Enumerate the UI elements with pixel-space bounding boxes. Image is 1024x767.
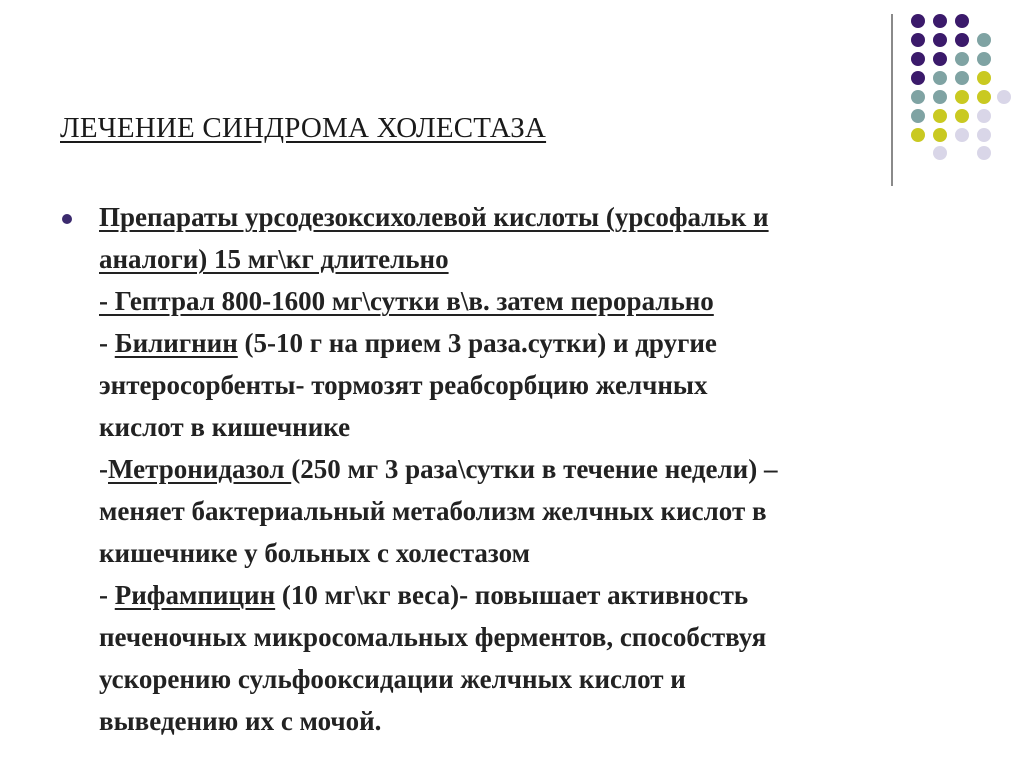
line-7-prefix: - bbox=[99, 454, 108, 484]
drug-biliginin: Билигнин bbox=[114, 328, 238, 358]
line-4-prefix: - bbox=[99, 328, 115, 358]
decorative-dot bbox=[933, 109, 947, 123]
decorative-dot bbox=[977, 33, 991, 47]
decorative-dot bbox=[911, 71, 925, 85]
decorative-dot bbox=[955, 90, 969, 104]
line-10-rest: (10 мг\кг веса)- повышает активность bbox=[275, 580, 749, 610]
body-line-10 bbox=[99, 574, 989, 616]
decorative-dot bbox=[955, 14, 969, 28]
body-line-7 bbox=[99, 448, 989, 490]
body-line-4 bbox=[99, 322, 989, 364]
decorative-dot bbox=[933, 146, 947, 160]
body-line-6: кислот в кишечнике bbox=[99, 412, 351, 442]
decorative-dot bbox=[977, 109, 991, 123]
decorative-dot bbox=[955, 71, 969, 85]
decorative-dot bbox=[955, 128, 969, 142]
body-line-8: меняет бактериальный метаболизм желчных кислот в bbox=[99, 496, 767, 526]
vertical-divider bbox=[891, 14, 893, 186]
decorative-dot bbox=[997, 90, 1011, 104]
decorative-dot bbox=[933, 128, 947, 142]
decorative-dot bbox=[977, 71, 991, 85]
body-line-9: кишечнике у больных с холестазом bbox=[99, 538, 530, 568]
body-line-2: аналоги) 15 мг\кг длительно bbox=[99, 244, 449, 274]
slide-body bbox=[99, 196, 989, 742]
body-line-11: печеночных микросомальных ферментов, способствуя bbox=[99, 622, 767, 652]
decorative-dot bbox=[955, 33, 969, 47]
decorative-dot bbox=[933, 71, 947, 85]
line-10-prefix: - bbox=[99, 580, 115, 610]
decorative-dot bbox=[977, 146, 991, 160]
decorative-dot bbox=[911, 14, 925, 28]
body-line-1: Препараты урсодезоксихолевой кислоты (урсофальк и bbox=[99, 202, 769, 232]
decorative-dot bbox=[911, 52, 925, 66]
decorative-dot bbox=[933, 52, 947, 66]
decorative-dot bbox=[911, 109, 925, 123]
decorative-dot bbox=[977, 90, 991, 104]
decorative-dot bbox=[911, 33, 925, 47]
decorative-dot bbox=[977, 128, 991, 142]
body-line-13: выведению их с мочой. bbox=[99, 706, 382, 736]
decorative-dot bbox=[911, 128, 925, 142]
body-line-12: ускорению сульфооксидации желчных кислот и bbox=[99, 664, 686, 694]
line-7-rest: (250 мг 3 раза\сутки в течение недели) – bbox=[291, 454, 778, 484]
body-line-5: энтеросорбенты- тормозят реабсорбцию желчных bbox=[99, 370, 708, 400]
decorative-dot bbox=[933, 33, 947, 47]
body-line-3: - Гептрал 800-1600 мг\сутки в\в. затем перорально bbox=[99, 286, 714, 316]
drug-metronidazole: Метронидазол bbox=[108, 454, 292, 484]
decorative-dot bbox=[911, 90, 925, 104]
slide-title: ЛЕЧЕНИЕ СИНДРОМА ХОЛЕСТАЗА bbox=[60, 112, 547, 144]
decorative-dot bbox=[933, 90, 947, 104]
decorative-dot bbox=[977, 52, 991, 66]
drug-rifampicin: Рифампицин bbox=[114, 580, 276, 610]
decorative-dot bbox=[955, 52, 969, 66]
decorative-dot bbox=[955, 109, 969, 123]
line-4-rest: (5-10 г на прием 3 раза.сутки) и другие bbox=[237, 328, 717, 358]
decorative-dot bbox=[933, 14, 947, 28]
bullet-icon bbox=[62, 214, 72, 224]
